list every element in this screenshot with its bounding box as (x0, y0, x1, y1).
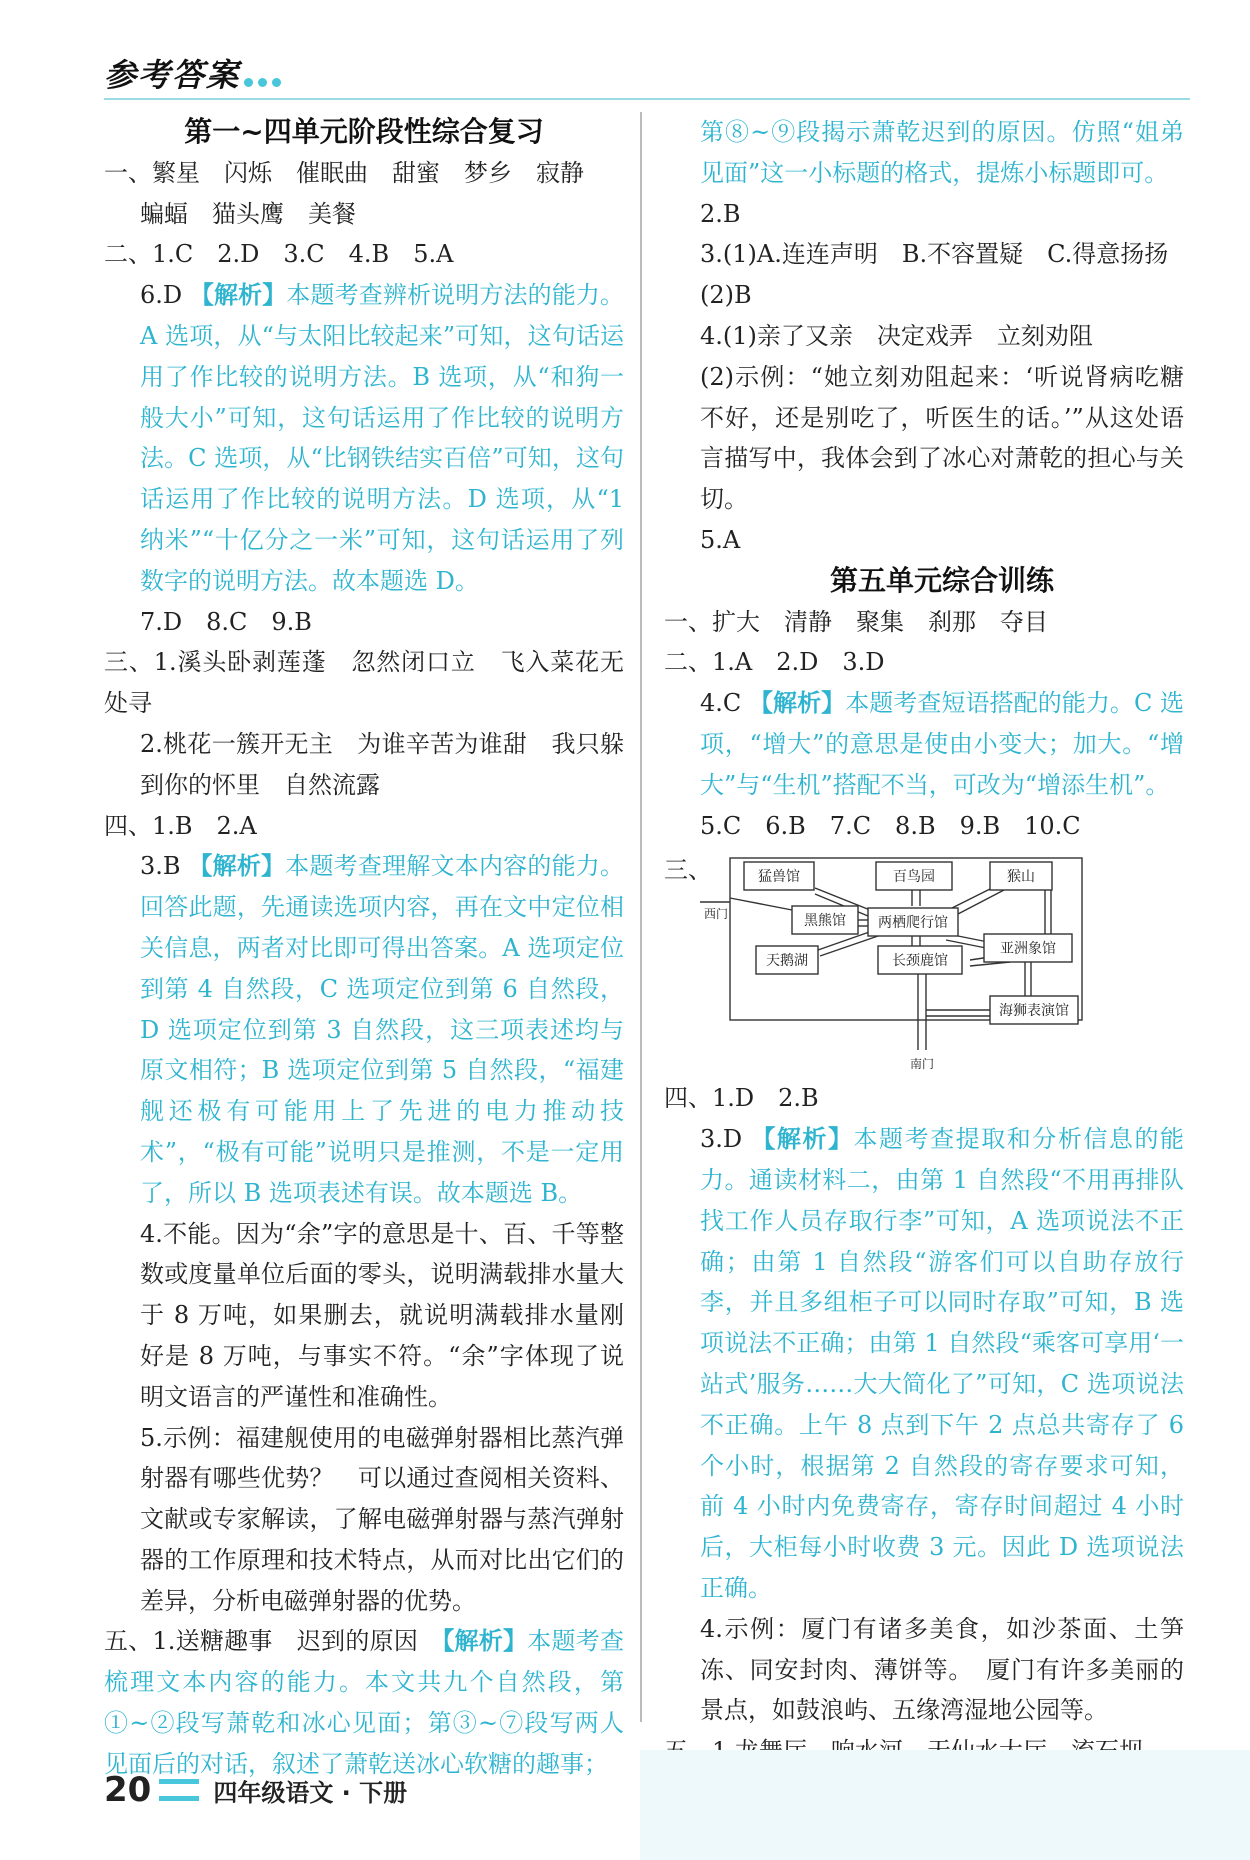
q4-answer5: 5.示例：福建舰使用的电磁弹射器相比蒸汽弹射器有哪些优势？ 可以通过查阅相关资料、文献或专家解读，了解电磁弹射器与蒸汽弹射器的工作原理和技术特点，从而对比出它们的差异，分析电磁弹射器的优势。 (140, 1423, 624, 1615)
south-gate: 南门 (909, 1057, 935, 1072)
node-7: 天鹅湖 (766, 953, 808, 970)
left-column (104, 112, 624, 1785)
q2-analysis: 6.D 【解析】本题考查辨析说明方法的能力。A 选项，从“与太阳比较起来”可知，这句话运用了作比较的说明方法。B 选项，从“和狗一般大小”可知，这句话运用了作比较的说明方法。C 选项，从“比钢铁结实百倍”可知，这句话运用了作比较的说明方法。D 选项，从“1 纳米”“十亿分之一米”可知，这句话运用了列数字的说明方法。故本题选 D。 (140, 280, 625, 595)
q2-line1: 二、1.C 2.D 3.C 4.B 5.A (104, 240, 454, 269)
u5-q2-analysis: 4.C 【解析】本题考查短语搭配的能力。C 选项，“增大”的意思是使由小变大；加大。“增大”与“生机”搭配不当，可改为“增添生机”。 (700, 688, 1184, 799)
q5-analysis: 五、1.送糖趣事 迟到的原因 【解析】本题考查梳理文本内容的能力。本文共九个自然段，第①~②段写萧乾和冰心见面；第③~⑦段写两人见面后的对话，叙述了萧乾送冰心软糖的趣事； (104, 1626, 625, 1778)
page-bar-icon (159, 1779, 199, 1801)
section-title-unit5: 第五单元综合训练 (829, 563, 1054, 597)
page-number: 20 (104, 1770, 152, 1810)
q4-answer4: 4.不能。因为“余”字的意思是十、百、千等整数或度量单位后面的零头，说明满载排水量大于 8 万吨，如果删去，就说明满载排水量刚好是 8 万吨，与事实不符。“余”字体现了说明文语言的严谨性和准确性。 (140, 1219, 624, 1411)
u5-q4-answer4: 4.示例：厦门有诸多美食，如沙茶面、土笋冻、同安封肉、薄饼等。 厦门有许多美丽的景点，如鼓浪屿、五缘湾湿地公园等。 (700, 1614, 1184, 1725)
node-3: 猴山 (1007, 869, 1035, 886)
header-dots (244, 72, 286, 91)
zoo-map (700, 850, 1184, 1076)
right-column (664, 112, 1184, 1813)
header-title: 参考答案 (104, 56, 241, 94)
q1-line1: 一、繁星 闪烁 催眠曲 甜蜜 梦乡 寂静 (104, 158, 584, 187)
zoo-map-diagram (664, 850, 1184, 1076)
book-title: 四年级语文 · 下册 (213, 1778, 408, 1807)
node-9: 海狮表演馆 (999, 1003, 1069, 1020)
page-footer (104, 1770, 407, 1810)
node-1: 猛兽馆 (758, 869, 800, 886)
u5-q3-label: 三、 (664, 856, 712, 885)
footer-band (640, 1750, 1250, 1860)
column-divider (640, 112, 642, 1722)
answer-3-2: (2)B (700, 281, 752, 310)
u5-q2-line3: 5.C 6.B 7.C 8.B 9.B 10.C (700, 811, 1081, 840)
west-gate: 西门 (703, 907, 729, 922)
u5-q1: 一、扩大 清静 聚集 刹那 夺目 (664, 607, 1048, 636)
node-2: 百鸟园 (893, 869, 935, 886)
answer-4-1: 4.(1)亲了又亲 决定戏弄 立刻劝阻 (700, 321, 1093, 350)
q4-line1: 四、1.B 2.A (104, 811, 257, 840)
node-6: 亚洲象馆 (1000, 941, 1056, 958)
answer-5: 5.A (700, 525, 741, 554)
node-5: 两栖爬行馆 (878, 915, 948, 932)
u5-q4-analysis: 3.D 【解析】本题考查提取和分析信息的能力。通读材料二，由第 1 自然段“不用再排队找工作人员存取行李”可知，A 选项说法不正确；由第 1 自然段“游客们可以自助存放行李，并且多组柜子可以同时存取”可知，B 选项说法不正确；由第 1 自然段“乘客可享用‘一站式’服务……大大简化了”可知，C 选项说法不正确。上午 8 点到下午 2 点总共寄存了 6 个小时，根据第 2 自然段的寄存要求可知，前 4 小时内免费寄存，寄存时间超过 4 小时后，大柜每小时收费 3 元。因此 D 选项说法正确。 (700, 1124, 1184, 1602)
answer-3-1: 3.(1)A.连连声明 B.不容置疑 C.得意扬扬 (700, 240, 1169, 269)
node-4: 黑熊馆 (804, 913, 846, 930)
q2-line3: 7.D 8.C 9.B (140, 607, 312, 636)
u5-q2-line1: 二、1.A 2.D 3.D (664, 648, 885, 677)
u5-q4-line1: 四、1.D 2.B (664, 1084, 819, 1113)
section-title-review: 第一~四单元阶段性综合复习 (184, 115, 544, 148)
q3-line1: 三、1.溪头卧剥莲蓬 忽然闭口立 飞入菜花无处寻 (104, 648, 625, 718)
q1-line2: 蝙蝠 猫头鹰 美餐 (140, 199, 356, 228)
header-rule (104, 98, 1190, 100)
q3-line2: 2.桃花一簇开无主 为谁辛苦为谁甜 我只躲到你的怀里 自然流露 (140, 729, 624, 799)
q5-analysis-cont: 第⑧~⑨段揭示萧乾迟到的原因。仿照“姐弟见面”这一小标题的格式，提炼小标题即可。 (700, 118, 1184, 187)
answer-2: 2.B (700, 199, 741, 228)
q4-analysis: 3.B 【解析】本题考查理解文本内容的能力。回答此题，先通读选项内容，再在文中定位相关信息，两者对比即可得出答案。A 选项定位到第 4 自然段，C 选项定位到第 6 自然段，D 选项定位到第 3 自然段，这三项表述均与原文相符；B 选项定位到第 5 自然段，“福建舰还极有可能用上了先进的电力推动技术”，“极有可能”说明只是推测，不是一定用了，所以 B 选项表述有误。故本题选 B。 (140, 851, 625, 1207)
node-8: 长颈鹿馆 (892, 953, 948, 970)
answer-4-2: (2)示例：“她立刻劝阻起来：‘听说肾病吃糖不好，还是别吃了，听医生的话。’”从这处语言描写中，我体会到了冰心对萧乾的担心与关切。 (700, 362, 1184, 514)
